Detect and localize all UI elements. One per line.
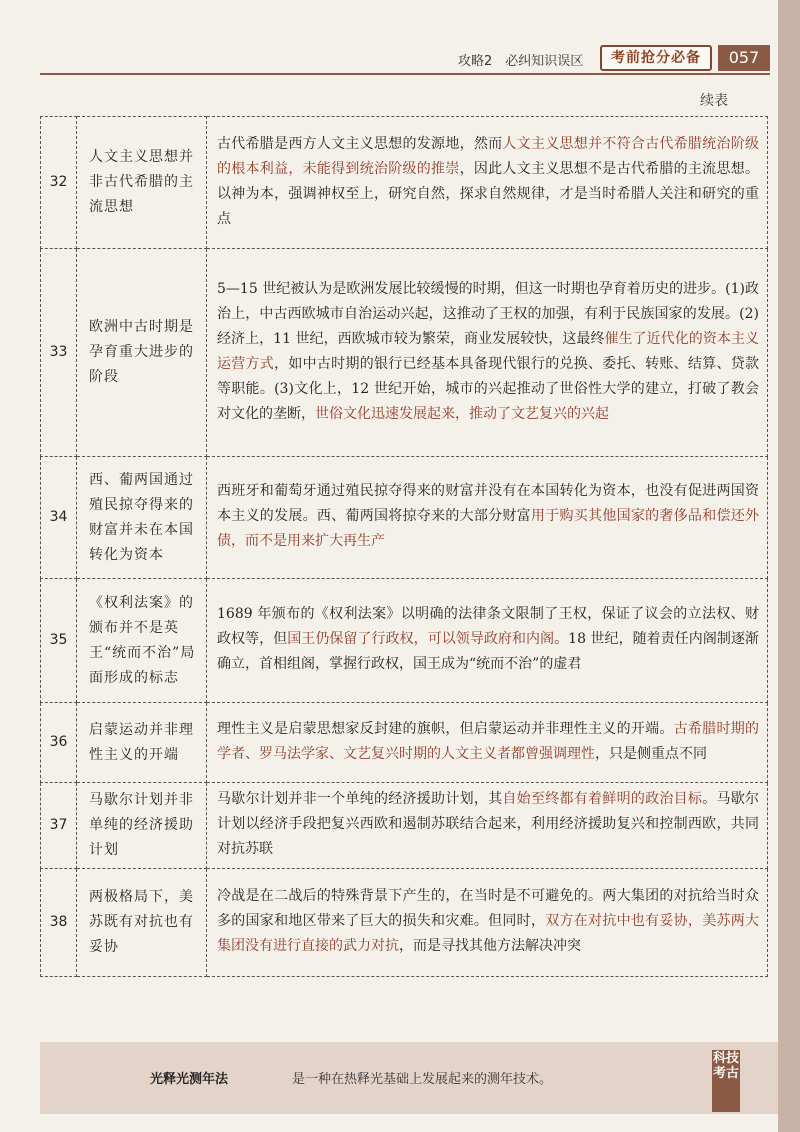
explanation (207, 783, 768, 869)
explanation (207, 579, 768, 703)
explanation-text: ，只是侧重点不同 (595, 745, 707, 762)
highlighted-text: 国王仍保留了行政权，可以领导政府和内阁 (287, 631, 555, 647)
continued-label: 续表 (700, 93, 728, 109)
row-number: 34 (41, 457, 77, 579)
misconception-topic: 西、葡两国通过殖民掠夺得来的财富并未在本国转化为资本 (77, 457, 207, 579)
page-header (0, 42, 778, 76)
table-row (41, 703, 768, 783)
footer-definition: 是一种在热释光基础上发展起来的测年技术。 (292, 1072, 553, 1087)
explanation-text: 。马歇尔计划以经济手段把复兴西欧和遏制苏联结合起来，利用经济援助复兴和控制西欧，共同对抗苏联 (217, 791, 760, 857)
explanation (207, 869, 768, 977)
table-row (41, 783, 768, 869)
table-row (41, 869, 768, 977)
misconception-topic: 启蒙运动并非理性主义的开端 (77, 703, 207, 783)
table-row (41, 117, 768, 249)
explanation-text: 古代希腊是西方人文主义思想的发源地，然而 (217, 135, 503, 152)
section-title: 攻略2 必纠知识误区 (458, 54, 584, 69)
misconception-topic: 《权利法案》的颁布并不是英王“统而不治”局面形成的标志 (77, 579, 207, 703)
highlighted-text: 催生了近代化的资本主义运营方式 (217, 330, 759, 372)
misconception-topic: 两极格局下，美苏既有对抗也有妥协 (77, 869, 207, 977)
explanation-text: 马歇尔计划并非一个单纯的经济援助计划，其 (217, 791, 503, 807)
misconception-topic: 欧洲中古时期是孕育重大进步的阶段 (77, 249, 207, 457)
table-row (41, 457, 768, 579)
page-number: 057 (718, 45, 770, 71)
explanation-text: 西班牙和葡萄牙通过殖民掠夺得来的财富并没有在本国转化为资本，也没有促进两国资本主义的发展。西、葡两国将掠夺来的大部分财富 (217, 483, 759, 524)
explanation-text: 理性主义是启蒙思想家反封建的旗帜，但启蒙运动并非理性主义的开端。 (217, 720, 674, 737)
misconception-topic: 人文主义思想并非古代希腊的主流思想 (77, 117, 207, 249)
row-number: 38 (41, 869, 77, 977)
footer-term: 光释光测年法 (150, 1072, 229, 1087)
row-number: 35 (41, 579, 77, 703)
table-row (41, 249, 768, 457)
highlighted-text: 世俗文化迅速发展起来，推动了文艺复兴的兴起 (315, 405, 609, 422)
side-tag-label: 科技考古 (712, 1051, 739, 1081)
row-number: 33 (41, 249, 77, 457)
highlighted-text: 人文主义思想并不符合古代希腊统治阶级的根本利益，未能得到统治阶级的推崇 (217, 135, 759, 177)
highlighted-text: 古希腊时期的学者、罗马法学家、文艺复兴时期的人文主义者都曾强调理性 (217, 720, 760, 762)
misconception-topic: 马歇尔计划并非单纯的经济援助计划 (77, 783, 207, 869)
highlighted-text: 双方在对抗中也有妥协，美苏两大集团没有进行直接的武力对抗 (217, 913, 760, 954)
highlighted-text: 用于购买其他国家的奢侈品和偿还外债，而不是用来扩大再生产 (217, 508, 760, 549)
side-tag (712, 1050, 740, 1112)
explanation (207, 249, 768, 457)
explanation-text: 冷战是在二战后的特殊背景下产生的，在当时是不可避免的。两大集团的对抗给当时众多的国家和地区带来了巨大的损失和灾难。但同时， (217, 888, 759, 929)
row-number: 36 (41, 703, 77, 783)
knowledge-table (40, 116, 768, 977)
table-row (41, 579, 768, 703)
explanation (207, 457, 768, 579)
page-edge-strip (778, 0, 800, 1132)
explanation-text: ，如中古时期的银行已经基本具备现代银行的兑换、委托、转账、结算、贷款等职能。(3)文化上，12 世纪开始，城市的兴起推动了世俗性大学的建立，打破了教会对文化的垄断， (217, 355, 760, 422)
header-rule (40, 73, 770, 75)
explanation-text: 1689 年颁布的《权利法案》以明确的法律条文限制了王权，保证了议会的立法权、财政权等，但 (217, 606, 759, 647)
brand-label: 考前抢分必备 (600, 45, 712, 71)
explanation-text: ，因此人文主义思想不是古代希腊的主流思想。以神为本，强调神权至上，研究自然，探求自然规律，才是当时希腊人关注和研究的重点 (217, 160, 759, 227)
row-number: 37 (41, 783, 77, 869)
highlighted-text: 自始至终都有着鲜明的政治目标 (502, 791, 703, 807)
explanation (207, 703, 768, 783)
explanation (207, 117, 768, 249)
explanation-text: 。18 世纪，随着责任内阁制逐渐确立，首相组阁，掌握行政权，国王成为“统而不治”的虚君 (217, 631, 759, 672)
explanation-text: ，而是寻找其他方法解决冲突 (399, 938, 581, 954)
row-number: 32 (41, 117, 77, 249)
explanation-text: 5—15 世纪被认为是欧洲发展比较缓慢的时期，但这一时期也孕育着历史的进步。(1)政治上，中古西欧城市自治运动兴起，这推动了王权的加强，有利于民族国家的发展。(2)经济上，11 世纪，西欧城市较为繁荣，商业发展较快，这最终 (217, 280, 759, 347)
